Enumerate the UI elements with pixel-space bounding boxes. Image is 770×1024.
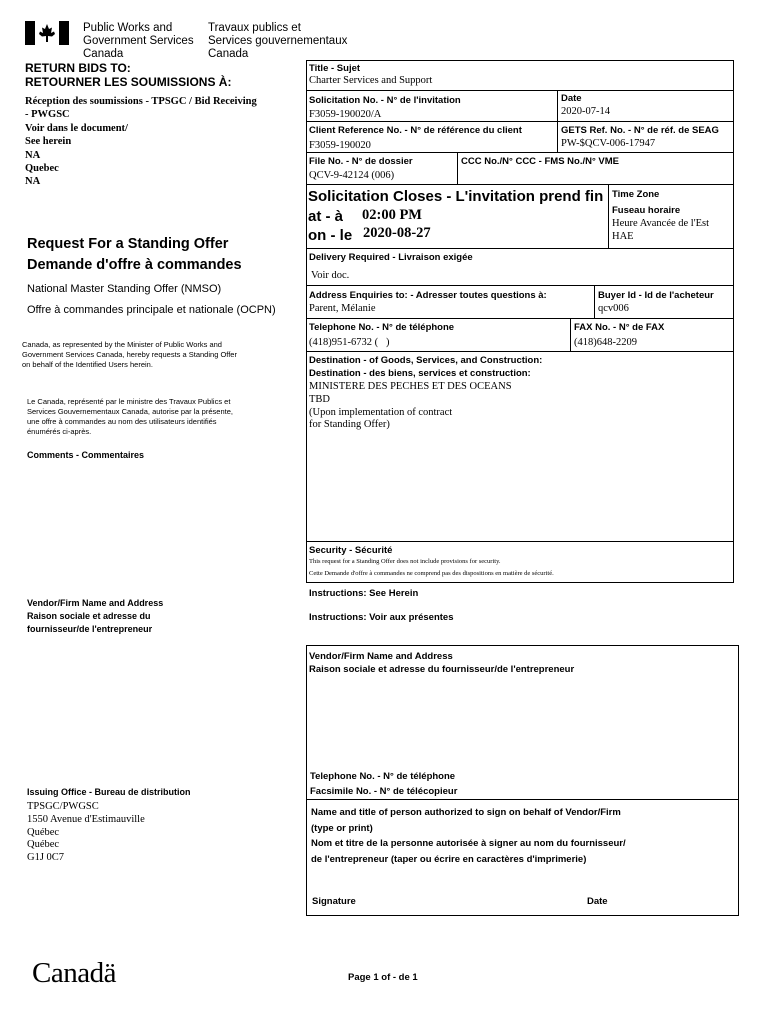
solicitation-closes-label: Solicitation Closes - L'invitation prend fin	[308, 188, 604, 205]
comments-label: Comments - Commentaires	[27, 450, 145, 460]
time-zone-abbrev: HAE	[612, 231, 634, 242]
vendor-name-address-field[interactable]	[308, 678, 737, 768]
telephone-value: (418)951-6732 ( )	[309, 337, 390, 348]
file-number-label: File No. - N° de dossier	[309, 156, 413, 167]
solicitation-number-label: Solicitation No. - N° de l'invitation	[309, 95, 461, 106]
destination-address: MINISTERE DES PECHES ET DES OCEANS TBD (Upon implementation of contract for Standing Offer)	[309, 381, 512, 431]
buyer-id-value: qcv006	[598, 303, 629, 314]
time-zone-value: Heure Avancée de l'Est	[612, 218, 710, 229]
date-label: Date	[561, 93, 582, 104]
fuseau-horaire-label: Fuseau horaire	[612, 205, 681, 216]
government-flag-logo	[25, 21, 69, 45]
date-value: 2020-07-14	[561, 106, 610, 117]
authorized-signer-field[interactable]	[308, 866, 737, 892]
closing-time-label: at - à	[308, 208, 344, 225]
authorized-signer-label: Name and title of person authorized to sign on behalf of Vendor/Firm (type or print) Nom et titre de la personne autorisée à signer au nom du fournisseur/ de l'entrepreneur (taper ou écrire en caractères d'imprimerie)	[311, 807, 626, 865]
instructions-fr: Instructions: Voir aux présentes	[309, 612, 454, 623]
canada-wordmark: Canadä	[32, 957, 116, 989]
request-title-fr: Demande d'offre à commandes	[27, 257, 242, 273]
return-bids-address: Réception des soumissions - TPSGC / Bid Receiving - PWGSC Voir dans le document/ See herein NA Quebec NA	[25, 96, 257, 188]
gets-reference-label: GETS Ref. No. - N° de réf. de SEAG	[561, 125, 719, 136]
signature-label[interactable]: Signature	[312, 896, 356, 907]
request-paragraph-en: Canada, as represented by the Minister of Public Works and Government Services Canada, hereby requests a Standing Offer on behalf of the Identified Users herein.	[22, 340, 237, 369]
closing-time-value: 02:00 PM	[362, 207, 422, 223]
signature-date-label[interactable]: Date	[587, 896, 608, 907]
fax-label: FAX No. - N° de FAX	[574, 322, 665, 333]
vendor-facsimile-label[interactable]: Facsimile No. - N° de télécopieur	[310, 786, 458, 797]
vendor-address-label: Raison sociale et adresse du fournisseur/de l'entrepreneur	[309, 664, 575, 675]
ccc-number-label: CCC No./N° CCC - FMS No./N° VME	[461, 156, 620, 167]
destination-label-fr: Destination - des biens, services et construction:	[309, 368, 531, 379]
client-reference-value: F3059-190020	[309, 140, 371, 151]
client-reference-label: Client Reference No. - N° de référence du client	[309, 125, 522, 136]
security-text-fr: Cette Demande d'offre à commandes ne comprend pas des dispositions en matière de sécurité.	[309, 570, 554, 577]
gets-reference-value: PW-$QCV-006-17947	[561, 138, 656, 149]
security-text-en: This request for a Standing Offer does not include provisions for security.	[309, 558, 501, 565]
address-enquiries-value: Parent, Mélanie	[309, 303, 376, 314]
security-label: Security - Sécurité	[309, 545, 393, 556]
closing-date-value: 2020-08-27	[363, 225, 431, 241]
request-paragraph-fr: Le Canada, représenté par le ministre des Travaux Publics et Services Gouvernementaux Canada, autorise par la présente, une offre à commandes au nom des utilisateurs identifiés énumérés ci-après.	[27, 397, 233, 436]
solicitation-number-value: F3059-190020/A	[309, 109, 382, 120]
address-enquiries-label: Address Enquiries to: - Adresser toutes questions à:	[309, 290, 547, 301]
buyer-id-label: Buyer Id - Id de l'acheteur	[598, 290, 714, 301]
destination-label-en: Destination - of Goods, Services, and Construction:	[309, 355, 543, 366]
return-bids-title-en: RETURN BIDS TO:	[25, 61, 131, 75]
instructions-en: Instructions: See Herein	[309, 588, 419, 599]
telephone-label: Telephone No. - N° de téléphone	[309, 322, 455, 333]
fax-value: (418)648-2209	[574, 337, 637, 348]
page-number: Page 1 of - de 1	[348, 972, 418, 983]
ocpn-label: Offre à commandes principale et nationale (OCPN)	[27, 304, 276, 316]
time-zone-label: Time Zone	[612, 189, 660, 200]
request-title-en: Request For a Standing Offer	[27, 236, 229, 252]
department-name-en: Public Works and Government Services Canada	[83, 22, 194, 60]
department-name-fr: Travaux publics et Services gouvernementaux Canada	[208, 22, 348, 60]
return-bids-title-fr: RETOURNER LES SOUMISSIONS À:	[25, 75, 232, 89]
issuing-office-label: Issuing Office - Bureau de distribution	[27, 787, 191, 797]
title-label: Title - Sujet	[309, 63, 361, 74]
delivery-required-label: Delivery Required - Livraison exigée	[309, 252, 473, 263]
issuing-office-address: TPSGC/PWGSC 1550 Avenue d'Estimauville Québec Québec G1J 0C7	[27, 801, 145, 864]
vendor-name-label: Vendor/Firm Name and Address	[309, 651, 453, 662]
closing-date-label: on - le	[308, 227, 353, 244]
title-value: Charter Services and Support	[309, 75, 433, 86]
vendor-telephone-label[interactable]: Telephone No. - N° de téléphone	[310, 771, 456, 782]
file-number-value: QCV-9-42124 (006)	[309, 170, 395, 181]
vendor-label-left: Vendor/Firm Name and Address Raison sociale et adresse du fournisseur/de l'entrepreneur	[27, 598, 164, 634]
nmso-label: National Master Standing Offer (NMSO)	[27, 283, 222, 295]
delivery-required-value: Voir doc.	[311, 270, 350, 281]
